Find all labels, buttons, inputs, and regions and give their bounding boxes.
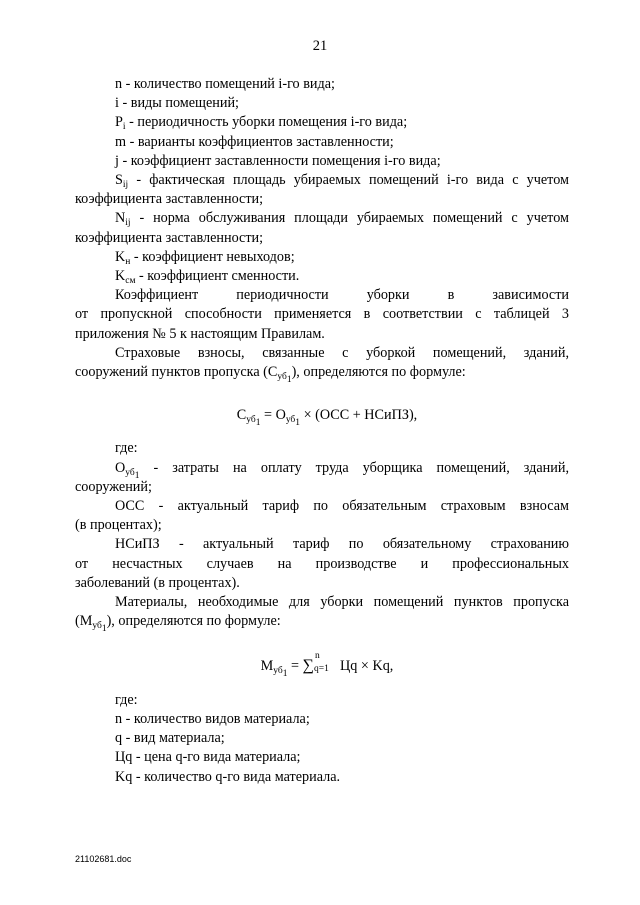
line-m: m - варианты коэффициентов заставленности;	[115, 133, 394, 150]
para-insurance-1: Страховые взносы, связанные с уборкой помещений, зданий,	[115, 344, 569, 361]
def-nsipz-cont-2: заболеваний (в процентах).	[75, 574, 240, 591]
def-kq: Kq - количество q-го вида материала.	[115, 768, 341, 785]
para-periodicity-3: приложения № 5 к настоящим Правилам.	[75, 325, 325, 342]
document-body	[75, 75, 569, 787]
where-label-2: где:	[115, 691, 138, 708]
def-occ: ОСС - актуальный тариф по обязательным страховым взносам	[115, 498, 569, 515]
line-i: i - виды помещений;	[115, 95, 239, 112]
para-materials-2: $(M_{уб_1})$, определяются по формуле:	[75, 613, 281, 635]
def-cq: Цq - цена q-го вида материала;	[115, 749, 301, 766]
def-occ-cont: (в процентах);	[75, 517, 162, 534]
def-n: n - количество видов материала;	[115, 710, 310, 727]
para-periodicity-1: Коэффициент периодичности уборки в зависимости	[115, 287, 569, 304]
para-periodicity-2: от пропускной способности применяется в соответствии с таблицей 3	[75, 306, 569, 323]
para-insurance-2: сооружений пунктов пропуска $(C_{уб_1})$, определяются по формуле:	[75, 364, 466, 386]
def-o-ub1: $O_{уб_1}$ - затраты на оплату труда уборщика помещений, зданий,	[115, 459, 569, 481]
formula-m-ub1: $M_{уб_1}$ = ∑ n q=1 Цq × Kq,	[75, 656, 569, 676]
line-j: j - коэффициент заставленности помещения i-го вида;	[115, 152, 441, 169]
line-kn: $K_н$ - коэффициент невыходов;	[115, 248, 295, 267]
line-ksm: $K_{см}$ - коэффициент сменности.	[115, 268, 300, 287]
def-o-ub1-cont: сооружений;	[75, 478, 152, 495]
def-q: q - вид материала;	[115, 730, 225, 747]
footer-filename: 21102681.doc	[75, 854, 132, 864]
formula-c-ub1: $C_{уб_1} = O_{уб_1} \times (ОСС$ + НСиПЗ),	[236, 407, 418, 429]
para-materials-1: Материалы, необходимые для уборки помещений пунктов пропуска	[115, 594, 569, 611]
def-nsipz: НСиПЗ - актуальный тариф по обязательному страхованию	[115, 536, 569, 553]
line-nij-cont: коэффициента заставленности;	[75, 229, 264, 246]
where-label-1: где:	[115, 440, 138, 457]
sum-lower-limit: q=1	[314, 664, 329, 675]
sum-upper-limit: n	[315, 651, 320, 662]
line-pi: $P_i$ - периодичность уборки помещения i-го вида;	[115, 114, 408, 133]
line-n: n - количество помещений i-го вида;	[115, 76, 335, 92]
sum-symbol: ∑	[302, 657, 315, 675]
def-nsipz-cont: от несчастных случаев на производстве и профессиональных	[75, 555, 569, 572]
line-sij: $S_{ij}$ - фактическая площадь убираемых помещений i-го вида с учетом	[115, 172, 569, 191]
page-number: 21	[312, 38, 328, 54]
line-sij-cont: коэффициента заставленности;	[75, 191, 264, 208]
line-nij: $N_{ij}$ - норма обслуживания площади убираемых помещений с учетом	[115, 210, 569, 229]
